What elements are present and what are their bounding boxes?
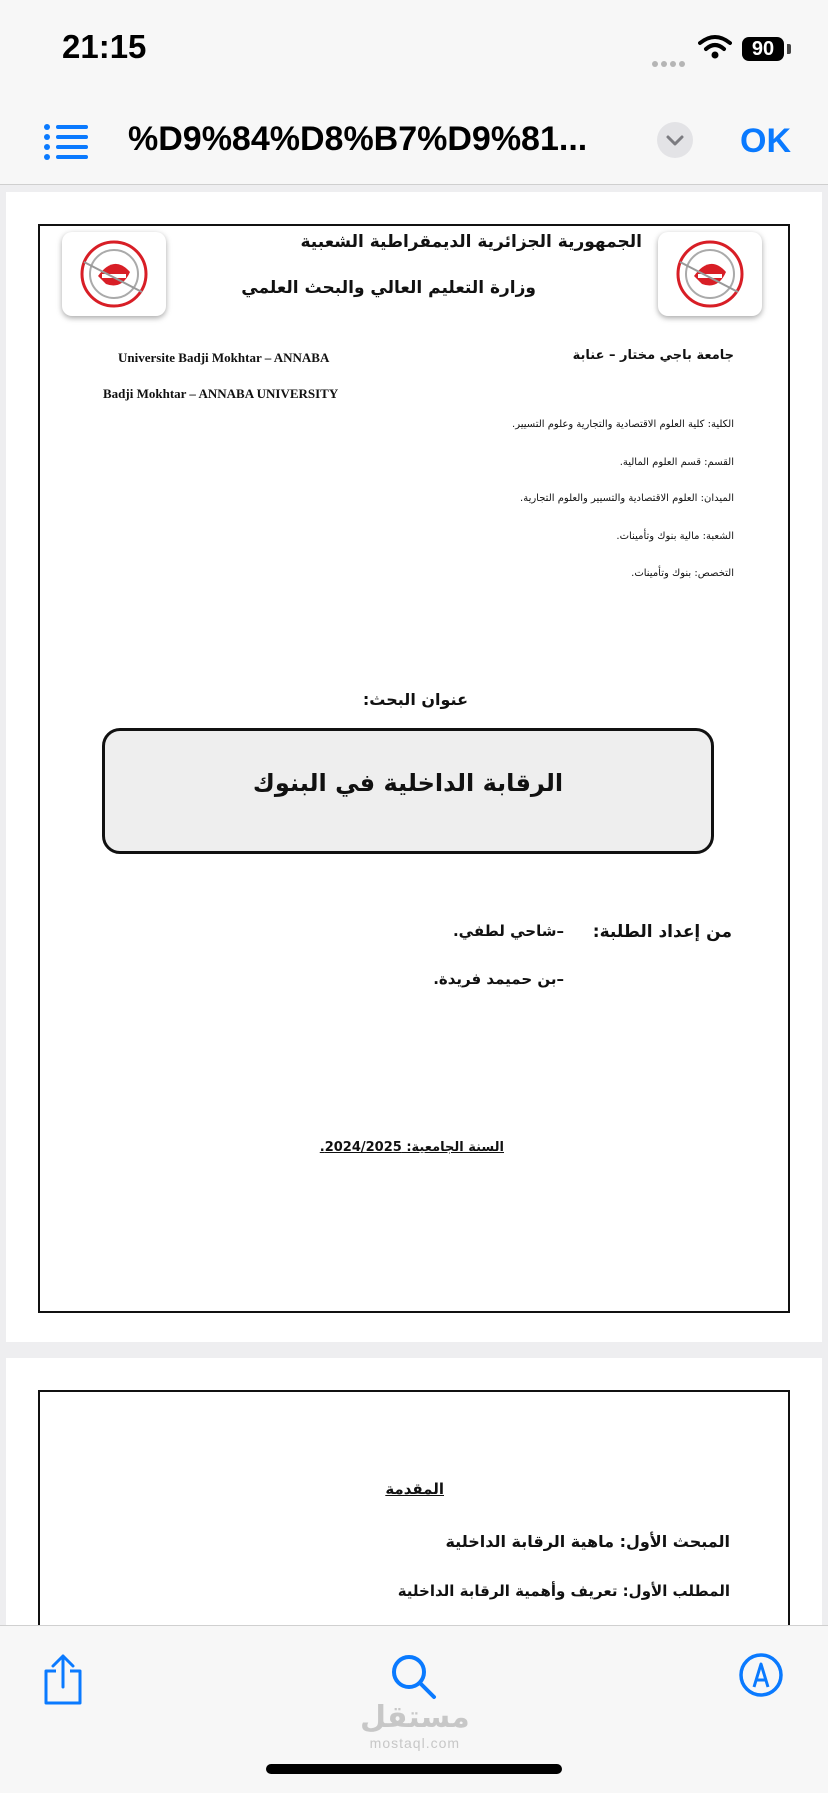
prepared-by-label: من إعداد الطلبة: — [592, 922, 732, 942]
status-bar — [0, 0, 828, 100]
status-time: 21:15 — [62, 28, 147, 65]
research-title-box — [102, 728, 714, 854]
branch-line: الشعبة: مالية بنوك وتأمينات. — [616, 531, 734, 542]
list-icon[interactable] — [44, 122, 90, 162]
mostaql-watermark — [360, 1700, 470, 1751]
university-name-en: Badji Mokhtar – ANNABA UNIVERSITY — [103, 386, 339, 401]
research-title-label: عنوان البحث: — [362, 690, 468, 709]
introduction-heading: المقدمة — [385, 1480, 444, 1498]
faculty-line: الكلية: كلية العلوم الاقتصادية والتجارية وعلوم التسيير. — [512, 419, 734, 430]
republic-heading: الجمهورية الجزائرية الديمقراطية الشعبية — [300, 232, 642, 252]
ok-button[interactable]: OK — [740, 122, 791, 160]
watermark-arabic: مستقل — [360, 1700, 470, 1735]
home-indicator[interactable] — [266, 1764, 562, 1774]
cellular-signal-icon — [652, 52, 688, 71]
research-title: الرقابة الداخلية في البنوك — [252, 769, 564, 797]
chevron-down-icon[interactable] — [657, 122, 693, 158]
search-icon[interactable] — [390, 1653, 438, 1705]
document-page-1 — [6, 192, 822, 1342]
university-logo-left — [62, 232, 166, 316]
battery-tip — [787, 44, 791, 54]
department-line: القسم: قسم العلوم المالية. — [619, 457, 734, 468]
document-page-2 — [6, 1358, 822, 1638]
markup-icon[interactable] — [738, 1652, 784, 1702]
chapter-heading: المبحث الأول: ماهية الرقابة الداخلية — [445, 1532, 730, 1551]
ministry-heading: وزارة التعليم العالي والبحث العلمي — [241, 278, 536, 298]
student-name-2: –بن حميمد فريدة. — [433, 970, 564, 988]
document-title[interactable]: %D9%84%D8%B7%D9%81... — [128, 120, 588, 158]
student-name-1: –شاحي لطفي. — [452, 922, 564, 940]
academic-year: السنة الجامعية: 2024/2025. — [319, 1140, 504, 1155]
watermark-latin: mostaql.com — [369, 1735, 461, 1751]
section-heading: المطلب الأول: تعريف وأهمية الرقابة الداخلية — [397, 1582, 730, 1600]
field-line: الميدان: العلوم الاقتصادية والتسيير والعلوم التجارية. — [520, 493, 734, 504]
nav-bar — [0, 100, 828, 185]
share-icon[interactable] — [42, 1653, 84, 1709]
wifi-icon — [698, 34, 732, 60]
university-name-fr: Universite Badji Mokhtar – ANNABA — [118, 350, 330, 365]
university-logo-right — [658, 232, 762, 316]
battery-indicator: 90 — [742, 37, 784, 61]
university-name-ar: جامعة باجي مختار – عنابة — [572, 348, 734, 363]
specialty-line: التخصص: بنوك وتأمينات. — [631, 568, 734, 579]
